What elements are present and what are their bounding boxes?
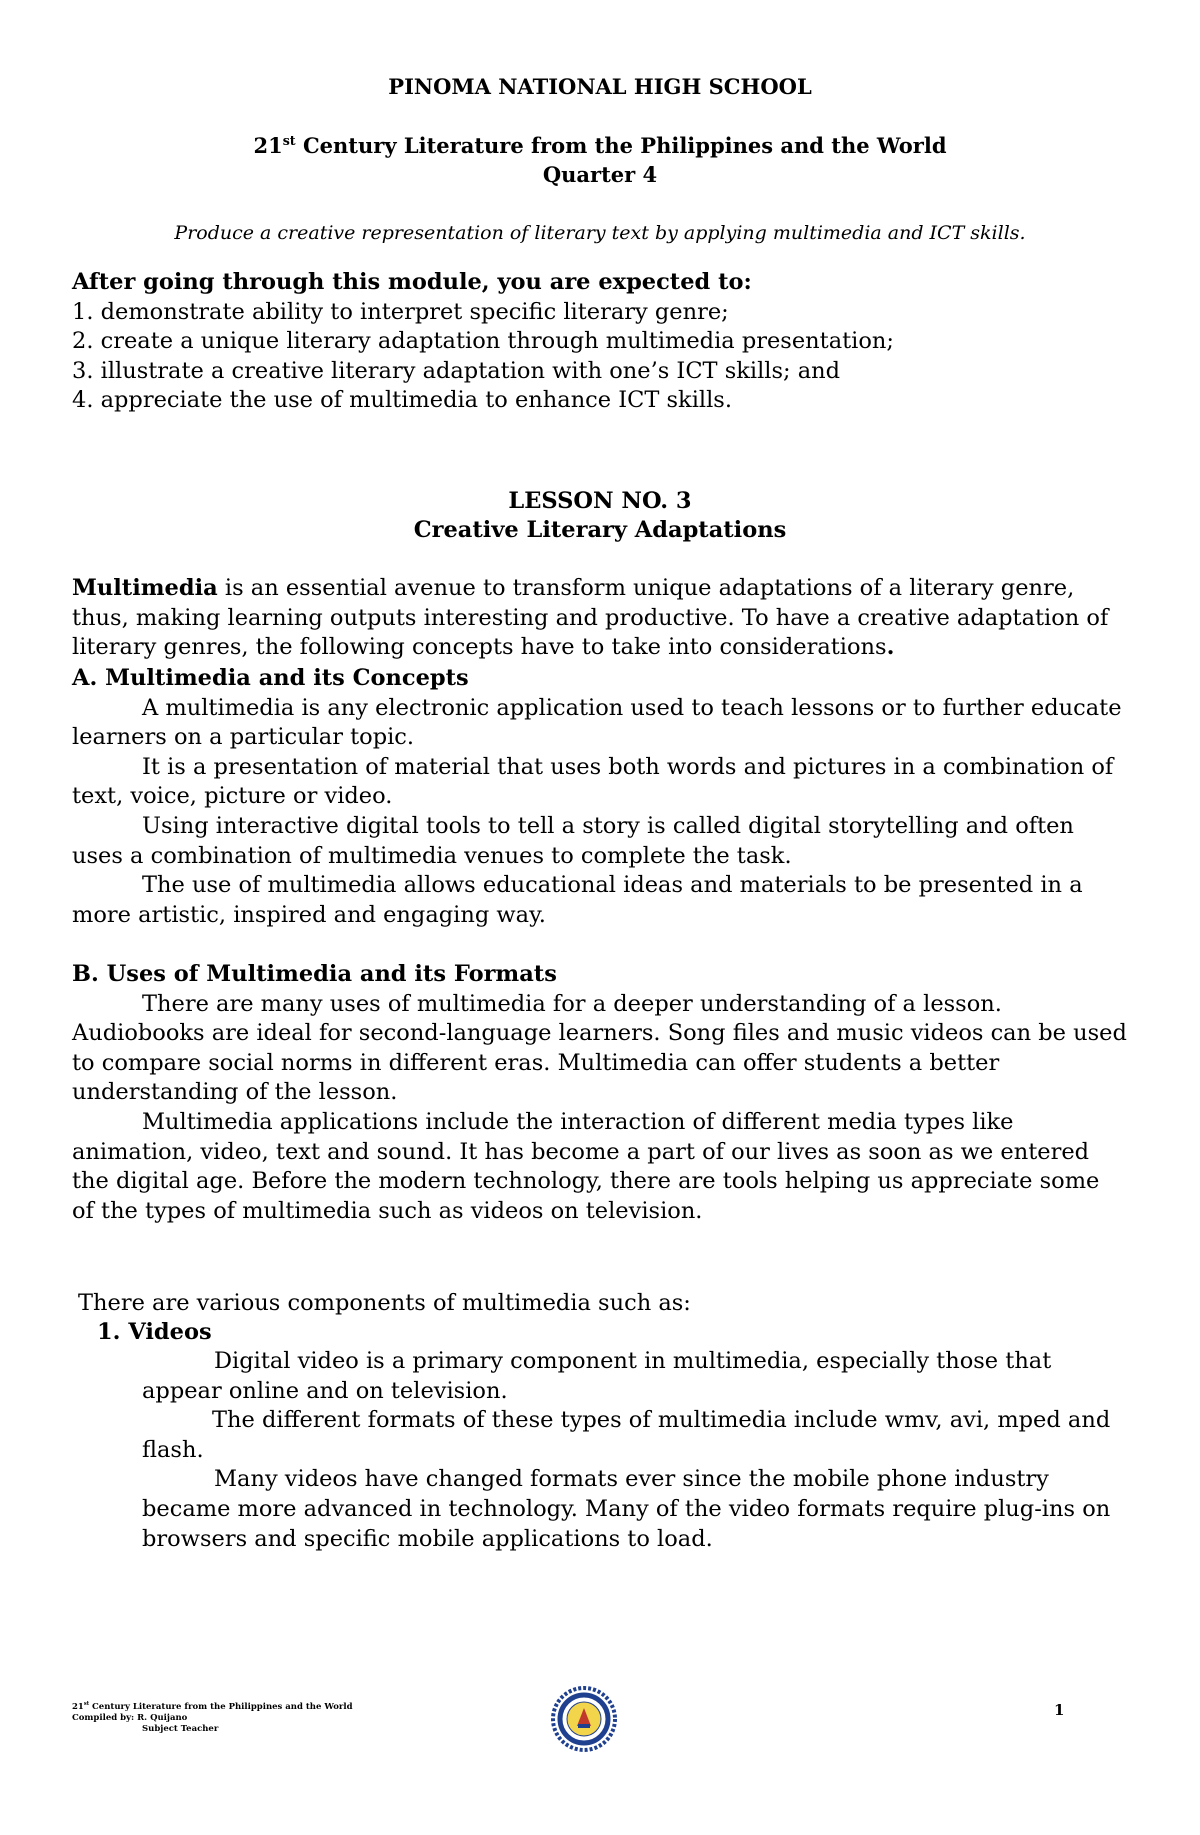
lesson-number: LESSON NO. 3 <box>508 488 692 514</box>
paragraph: The use of multimedia allows educational ideas and materials to be presented in a more artistic, inspired and engaging way. <box>72 872 1083 928</box>
footer-course: 21st Century Literature from the Philippines and the World <box>72 1701 353 1712</box>
section-a-heading: A. Multimedia and its Concepts <box>72 665 469 691</box>
objectives-intro: After going through this module, you are expected to: <box>72 269 752 295</box>
objective-item: 1. demonstrate ability to interpret specific literary genre; <box>72 298 729 325</box>
page-number: 1 <box>1054 1701 1065 1719</box>
components-intro: There are various components of multimedia such as: <box>78 1290 691 1316</box>
paragraph: Multimedia applications include the interaction of different media types like animation, video, text and sound. It has become a part of our lives as soon as we entered the digital age. Before the modern technology, there are tools helping us appreciate some of the types of multimedia such as videos on television. <box>72 1108 1100 1224</box>
multimedia-term: Multimedia <box>72 575 218 601</box>
course-title: 21st Century Literature from the Philippines and the World <box>253 133 947 158</box>
section-b <box>72 960 1128 1226</box>
paragraph: A multimedia is any electronic application used to teach lessons or to further educate learners on a particular topic. <box>72 694 1122 751</box>
footer-role: Subject Teacher <box>142 1724 219 1734</box>
objective-item: 2. create a unique literary adaptation through multimedia presentation; <box>72 328 894 355</box>
component-videos-title: 1. Videos <box>97 1319 212 1345</box>
footer-credits <box>72 1702 353 1735</box>
paragraph: There are many uses of multimedia for a deeper understanding of a lesson. Audiobooks are ideal for second-language learners. Song files and music videos can be used to compare social norms in different eras. Multimedia can offer students a better understanding of the lesson. <box>72 990 1127 1106</box>
paragraph: It is a presentation of material that uses both words and pictures in a combination of text, voice, picture or video. <box>72 753 1114 810</box>
footer-compiler: Compiled by: R. Quijano <box>72 1713 188 1723</box>
school-seal-icon <box>551 1686 617 1752</box>
learning-goal: Produce a creative representation of literary text by applying multimedia and ICT skills. <box>174 222 1026 244</box>
school-name: PINOMA NATIONAL HIGH SCHOOL <box>388 74 812 99</box>
objective-item: 3. illustrate a creative literary adaptation with one’s ICT skills; and <box>72 357 841 384</box>
section-b-heading: B. Uses of Multimedia and its Formats <box>72 961 557 987</box>
paragraph: Many videos have changed formats ever since the mobile phone industry became more advanced in technology. Many of the video formats require plug-ins on browsers and specific mobile applications to load. <box>142 1466 1111 1552</box>
objectives <box>72 268 1128 416</box>
section-a <box>72 664 1128 930</box>
component-videos-body <box>142 1347 1128 1554</box>
quarter-label: Quarter 4 <box>542 162 658 187</box>
objective-item: 4. appreciate the use of multimedia to enhance ICT skills. <box>72 387 732 414</box>
objectives-list <box>72 298 1128 416</box>
lesson-intro: Multimedia is an essential avenue to transform unique adaptations of a literary genre, thus, making learning outputs interesting and productive. To have a creative adaptation of literary genres, the following concepts have to take into considerations. <box>72 575 1109 661</box>
paragraph: Using interactive digital tools to tell a story is called digital storytelling and often uses a combination of multimedia venues to complete the task. <box>72 812 1074 869</box>
paragraph: The different formats of these types of multimedia include wmv, avi, mped and flash. <box>142 1407 1111 1463</box>
lesson-title: Creative Literary Adaptations <box>413 517 787 543</box>
paragraph: Digital video is a primary component in multimedia, especially those that appear online and on television. <box>142 1348 1052 1404</box>
